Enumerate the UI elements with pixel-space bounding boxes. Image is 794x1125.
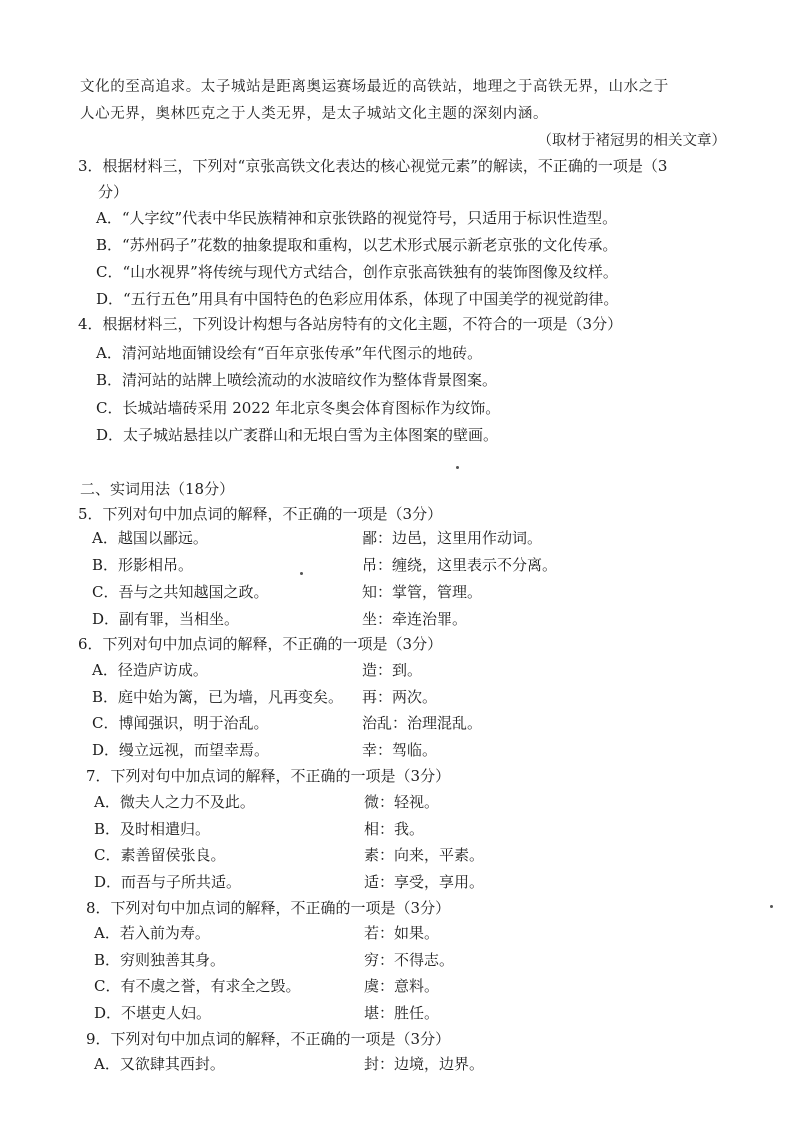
option-sentence: D．而吾与子所共适。 [94, 873, 242, 891]
scan-speck [456, 466, 459, 469]
continuation-line-2: 人心无界，奥林匹克之于人类无界，是太子城站文化主题的深刻内涵。 [80, 106, 549, 122]
option-explanation: 坐：牵连治罪。 [362, 610, 468, 628]
option-sentence: B．穷则独善其身。 [94, 951, 226, 969]
question-5-stem: 5．下列对句中加点词的解释，不正确的一项是（3分） [78, 505, 443, 523]
option-explanation: 造：到。 [362, 661, 423, 679]
option-explanation: 虞：意料。 [364, 977, 440, 995]
question-8-stem: 8．下列对句中加点词的解释，不正确的一项是（3分） [86, 899, 451, 917]
question-4-stem: 4．根据材料三，下列设计构想与各站房特有的文化主题，不符合的一项是（3分） [78, 315, 623, 333]
option-sentence: A．微夫人之力不及此。 [94, 793, 255, 811]
question-4-option-d: D．太子城站悬挂以广袤群山和无垠白雪为主体图案的壁画。 [96, 426, 499, 444]
option-sentence: C．吾与之共知越国之政。 [92, 583, 269, 601]
question-3-option-d: D．“五行五色”用具有中国特色的色彩应用体系，体现了中国美学的视觉韵律。 [96, 290, 619, 308]
option-sentence: B．庭中始为篱，已为墙，凡再变矣。 [92, 688, 344, 706]
option-sentence: B．形影相吊。 [92, 556, 194, 574]
scan-speck [770, 905, 773, 908]
question-3-stem-cont: 分） [98, 183, 129, 201]
question-6-stem: 6．下列对句中加点词的解释，不正确的一项是（3分） [78, 635, 443, 653]
option-explanation: 知：掌管，管理。 [362, 583, 483, 601]
option-sentence: C．有不虞之誉，有求全之毁。 [94, 977, 301, 995]
question-3-option-a: A．“人字纹”代表中华民族精神和京张铁路的视觉符号，只适用于标识性造型。 [96, 209, 618, 227]
option-sentence: A．径造庐访成。 [92, 661, 208, 679]
question-3-option-b: B．“苏州码子”花数的抽象提取和重构，以艺术形式展示新老京张的文化传承。 [96, 236, 618, 254]
question-4-option-b: B．清河站的站牌上喷绘流动的水波暗纹作为整体背景图案。 [96, 371, 498, 389]
option-explanation: 素：向来，平素。 [364, 846, 485, 864]
option-sentence: D．副有罪，当相坐。 [92, 610, 240, 628]
option-explanation: 适：享受，享用。 [364, 873, 485, 891]
question-4-option-a: A．清河站地面铺设绘有“百年京张传承”年代图示的地砖。 [96, 344, 483, 362]
option-sentence: C．博闻强识，明于治乱。 [92, 714, 269, 732]
question-3-option-c: C．“山水视界”将传统与现代方式结合，创作京张高铁独有的装饰图像及纹样。 [96, 263, 618, 281]
option-explanation: 微：轻视。 [364, 793, 440, 811]
section-2-title: 二、实词用法（18分） [80, 480, 235, 498]
question-9-stem: 9．下列对句中加点词的解释，不正确的一项是（3分） [86, 1030, 451, 1048]
option-sentence: D．不堪吏人妇。 [94, 1004, 212, 1022]
continuation-line-1: 文化的至高追求。太子城站是距离奥运赛场最近的高铁站，地理之于高铁无界，山水之于 [80, 79, 669, 95]
option-explanation: 封：边境，边界。 [364, 1055, 485, 1073]
question-4-option-c: C．长城站墙砖采用 2022 年北京冬奥会体育图标作为纹饰。 [96, 399, 501, 417]
option-explanation: 吊：缠绕，这里表示不分离。 [362, 556, 558, 574]
option-sentence: A．越国以鄙远。 [92, 529, 208, 547]
option-sentence: B．及时相遣归。 [94, 820, 211, 838]
option-sentence: D．缦立远视，而望幸焉。 [92, 741, 270, 759]
question-3-stem: 3．根据材料三，下列对“京张高铁文化表达的核心视觉元素”的解读，不正确的一项是（3 [78, 157, 668, 175]
option-sentence: A．若入前为寿。 [94, 924, 210, 942]
option-explanation: 相：我。 [364, 820, 425, 838]
question-7-stem: 7．下列对句中加点词的解释，不正确的一项是（3分） [86, 767, 451, 785]
option-sentence: A．又欲肆其西封。 [94, 1055, 225, 1073]
option-explanation: 幸：驾临。 [362, 741, 438, 759]
option-explanation: 治乱：治理混乱。 [362, 714, 483, 732]
option-explanation: 再：两次。 [362, 688, 438, 706]
option-explanation: 堪：胜任。 [364, 1004, 440, 1022]
option-explanation: 若：如果。 [364, 924, 440, 942]
source-attribution: （取材于褚冠男的相关文章） [537, 133, 726, 149]
option-explanation: 鄙：边邑，这里用作动词。 [362, 529, 543, 547]
option-explanation: 穷：不得志。 [364, 951, 455, 969]
scan-speck [300, 572, 303, 575]
option-sentence: C．素善留侯张良。 [94, 846, 226, 864]
